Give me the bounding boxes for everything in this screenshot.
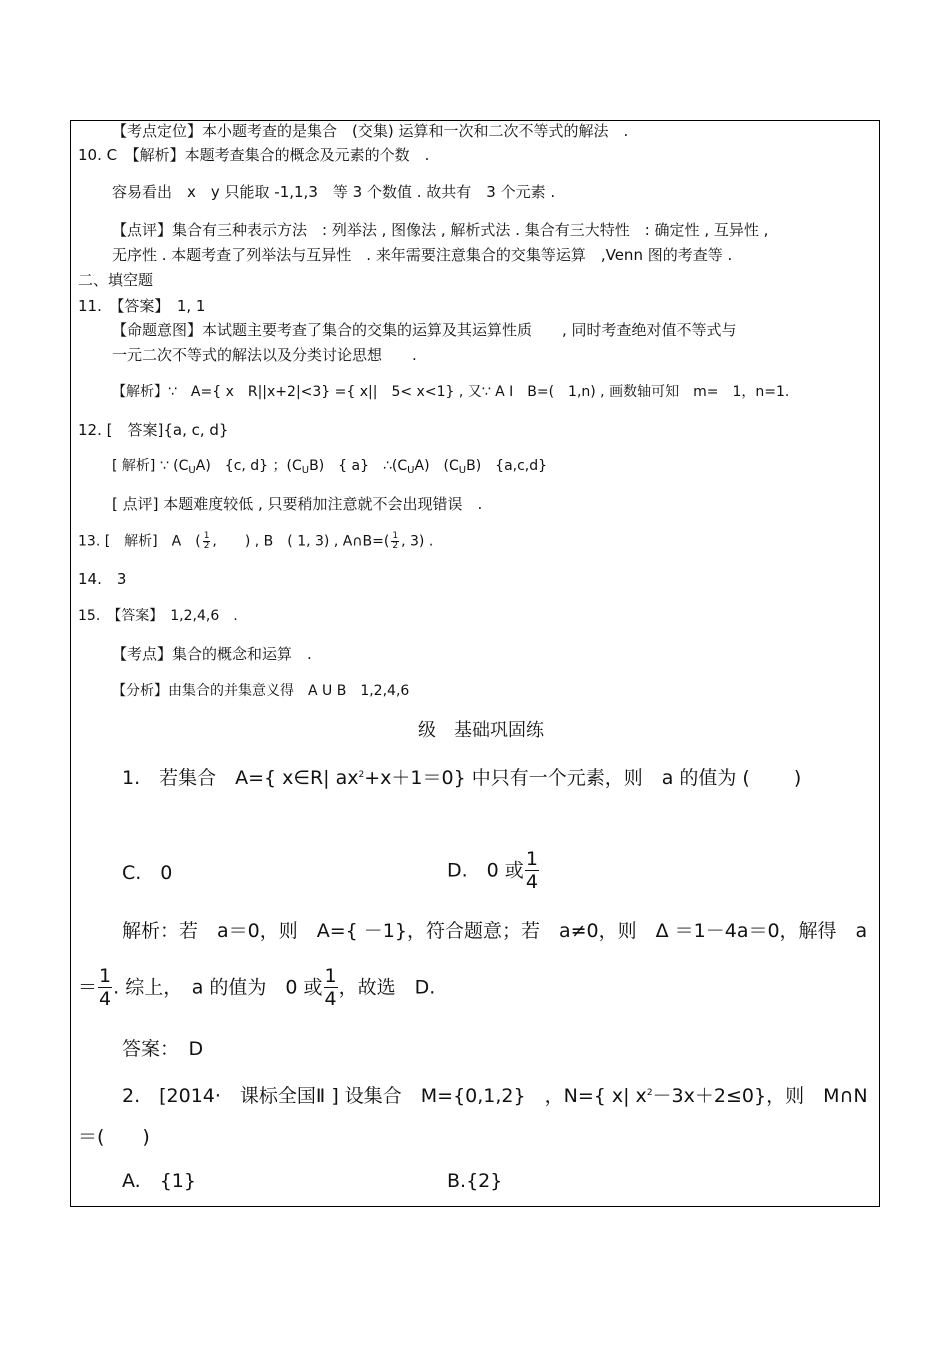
- q12-comment: [ 点评] 本题难度较低 , 只要稍加注意就不会出现错误 .: [112, 495, 483, 513]
- q12-answer: 12. [ 答案]{a, c, d}: [78, 421, 229, 439]
- fraction-half: $\frac{1}{2}$: [203, 531, 210, 551]
- answer-line: 答案： D: [122, 1038, 204, 1060]
- section-heading-fill-blank: 二、填空题: [78, 271, 154, 289]
- option-b: B.{2}: [447, 1170, 503, 1192]
- q11-intent-line2: 一元二次不等式的解法以及分类讨论思想 .: [112, 346, 417, 364]
- fraction-quarter: $\frac{1}{4}$: [99, 965, 112, 1010]
- solution-line1: 解析：若 a＝0，则 A={ －1}，符合题意；若 a≠0，则 Δ ＝1－4a＝0，解得 a: [122, 920, 868, 942]
- option-d: D. 0 或 $\frac{1}{4}$: [447, 848, 538, 893]
- solution-line2: ＝ $\frac{1}{4}$ . 综上， a 的值为 0 或 $\frac{1}{4}$ ，故选 D.: [78, 965, 436, 1010]
- fraction-half: $\frac{1}{2}$: [392, 531, 399, 551]
- q13-analysis: 13. [ 解析] A ( $\frac{1}{2}$ , ) , B ( 1, 3) , A∩B=( $\frac{1}{2}$ , 3) .: [78, 531, 434, 551]
- q10-comment-line2: 无序性 . 本题考查了列举法与互异性 . 来年需要注意集合的交集等运算 ,Venn 图的考查等 .: [112, 246, 733, 264]
- option-a: A. {1}: [122, 1170, 196, 1192]
- option-c: C. 0: [122, 862, 173, 884]
- q11-answer: 11. 【答案】 1, 1: [78, 297, 206, 315]
- q10-answer: 10. C 【解析】本题考查集合的概念及元素的个数 .: [78, 146, 430, 164]
- problem2-stem-cont: ＝( ): [78, 1126, 150, 1148]
- fraction-quarter: $\frac{1}{4}$: [324, 965, 337, 1010]
- fraction-quarter: $\frac{1}{4}$: [525, 848, 538, 893]
- q12-analysis: [ 解析] ∵ $(C_UA)$ {c, d} ；$(C_UB)$ { a} $\therefore(C_UA)$ $(C_UB)$ {a,c,d}: [112, 458, 548, 476]
- q14-answer: 14. 3: [78, 570, 127, 588]
- q10-explanation: 容易看出 x y 只能取 -1,1,3 等 3 个数值 . 故共有 3 个元素 .: [112, 183, 556, 201]
- q11-intent-line1: 【命题意图】本试题主要考查了集合的交集的运算及其运算性质 , 同时考查绝对值不等式与: [112, 321, 737, 339]
- q15-exam-point: 【考点】集合的概念和运算 .: [112, 645, 312, 663]
- problem2-stem: 2. [2014· 课标全国Ⅱ ] 设集合 M={0,1,2} ，N={ x| $x^2-3x+2\le 0$}，则 M∩N: [122, 1085, 868, 1107]
- q15-answer: 15. 【答案】 1,2,4,6 .: [78, 608, 238, 624]
- exam-point-line: 【考点定位】本小题考查的是集合 (交集) 运算和一次和二次不等式的解法 .: [112, 122, 629, 140]
- q11-analysis: 【解析】∵ A={ x R||x+2|<3} ={ x|| 5< x<1} , 又∵ A I B=( 1,n) , 画数轴可知 m= 1，n=1.: [112, 384, 790, 400]
- section-title: 级 基础巩固练: [418, 720, 544, 741]
- q10-comment-line1: 【点评】集合有三种表示方法 : 列举法 , 图像法 , 解析式法 . 集合有三大特性 : 确定性 , 互异性 ,: [112, 221, 769, 239]
- problem1-stem: 1. 若集合 A={ x∈R| $ax^2+x+1=0$} 中只有一个元素，则 a 的值为 ( ): [122, 767, 802, 789]
- q15-analysis: 【分析】由集合的并集意义得 A U B 1,2,4,6: [112, 683, 410, 699]
